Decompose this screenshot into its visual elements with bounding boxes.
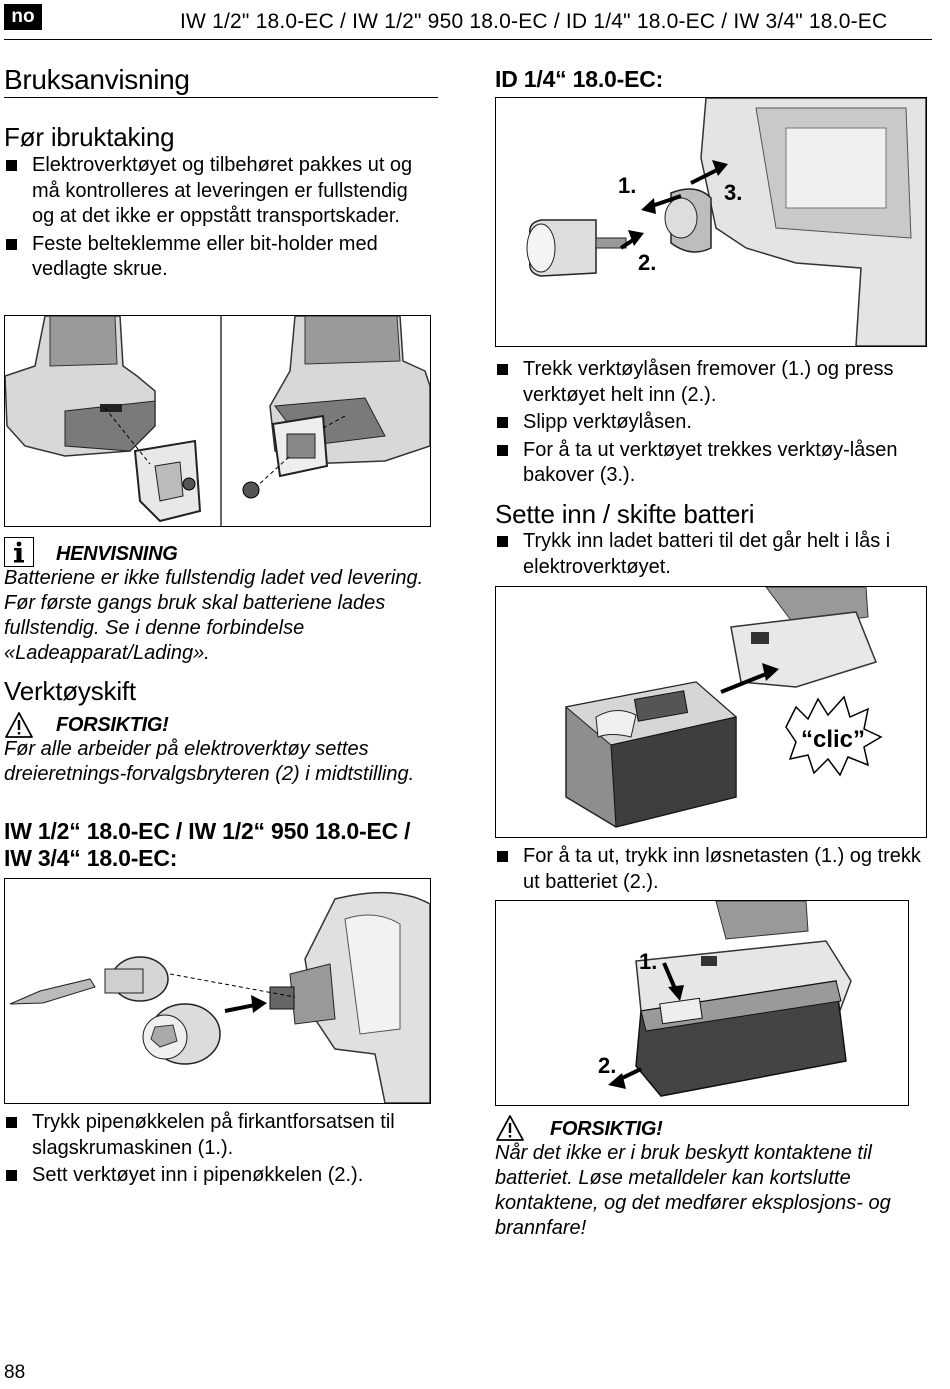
list-item: Feste belteklemme eller bit-holder med vedlagte skrue. (4, 232, 424, 283)
page-number: 88 (4, 1362, 26, 1383)
before-use-list (4, 153, 424, 285)
tool-lock-figure (495, 97, 927, 347)
title-underline (4, 97, 438, 98)
battery-remove-figure (495, 900, 909, 1106)
model-heading-right: ID 1/4“ 18.0-EC: (495, 66, 664, 92)
figure-step-label: 2. (638, 250, 657, 275)
figure-step-label: 1. (639, 949, 658, 974)
list-item: Sett verktøyet inn i pipenøkkelen (2.). (4, 1163, 439, 1189)
note-text: Batteriene er ikke fullstendig ladet ved levering. Før første gangs bruk skal batteriene lades fullstendig. Se i denne forbindelse «Ladeapparat/Lading». (4, 567, 424, 664)
tool-change-list (4, 1110, 439, 1191)
model-heading-left-2: IW 3/4“ 18.0-EC: (4, 845, 178, 871)
list-item: For å ta ut verktøyet trekkes verktøy-låsen bakover (3.). (495, 438, 915, 489)
figure-step-label: 1. (618, 173, 637, 198)
note-label: HENVISNING (56, 543, 178, 565)
battery-insert-list (495, 529, 935, 582)
list-item: For å ta ut, trykk inn løsnetasten (1.) og trekk ut batteriet (2.). (495, 844, 925, 895)
list-item: Elektroverktøyet og tilbehøret pakkes ut og må kontrolleres at leveringen er fullstendig og at det ikke er oppstått transportskader. (4, 153, 424, 230)
belt-clip-figure (4, 315, 431, 527)
tool-change-heading: Verktøyskift (4, 676, 136, 706)
figure-step-label: 2. (598, 1053, 617, 1078)
page-header: IW 1/2" 18.0-EC / IW 1/2" 950 18.0-EC / ID 1/4" 18.0-EC / IW 3/4" 18.0-EC (180, 10, 888, 33)
warning-text: Før alle arbeider på elektroverktøy settes dreieretnings-forvalgsbryteren (2) i midtstilling. (4, 738, 415, 785)
list-item: Trykk inn ladet batteri til det går helt i lås i elektroverktøyet. (495, 529, 935, 580)
battery-insert-figure (495, 586, 927, 838)
header-divider (4, 39, 932, 40)
list-item: Slipp verktøylåsen. (495, 410, 915, 436)
info-icon (4, 537, 34, 567)
list-item: Trykk pipenøkkelen på firkantforsatsen til slagskrumaskinen (1.). (4, 1110, 439, 1161)
before-use-heading: Før ibruktaking (4, 122, 175, 152)
section-title: Bruksanvisning (4, 64, 190, 95)
warning-text: Når det ikke er i bruk beskytt kontaktene til batteriet. Løse metalldeler kan kortslutte kontaktene, og det medfører eksplosjons- og brannfare! (495, 1142, 891, 1239)
language-badge: no (4, 4, 42, 30)
impact-wrench-figure (4, 878, 431, 1104)
battery-remove-list (495, 844, 925, 897)
warning-label: FORSIKTIG! (56, 714, 169, 736)
tool-lock-list (495, 357, 915, 491)
clic-label: “clic” (801, 726, 866, 753)
model-heading-left-1: IW 1/2“ 18.0-EC / IW 1/2“ 950 18.0-EC / (4, 818, 411, 844)
battery-heading: Sette inn / skifte batteri (495, 499, 755, 529)
list-item: Trekk verktøylåsen fremover (1.) og press verktøyet helt inn (2.). (495, 357, 915, 408)
warning-label: FORSIKTIG! (550, 1118, 663, 1140)
figure-step-label: 3. (724, 180, 743, 205)
